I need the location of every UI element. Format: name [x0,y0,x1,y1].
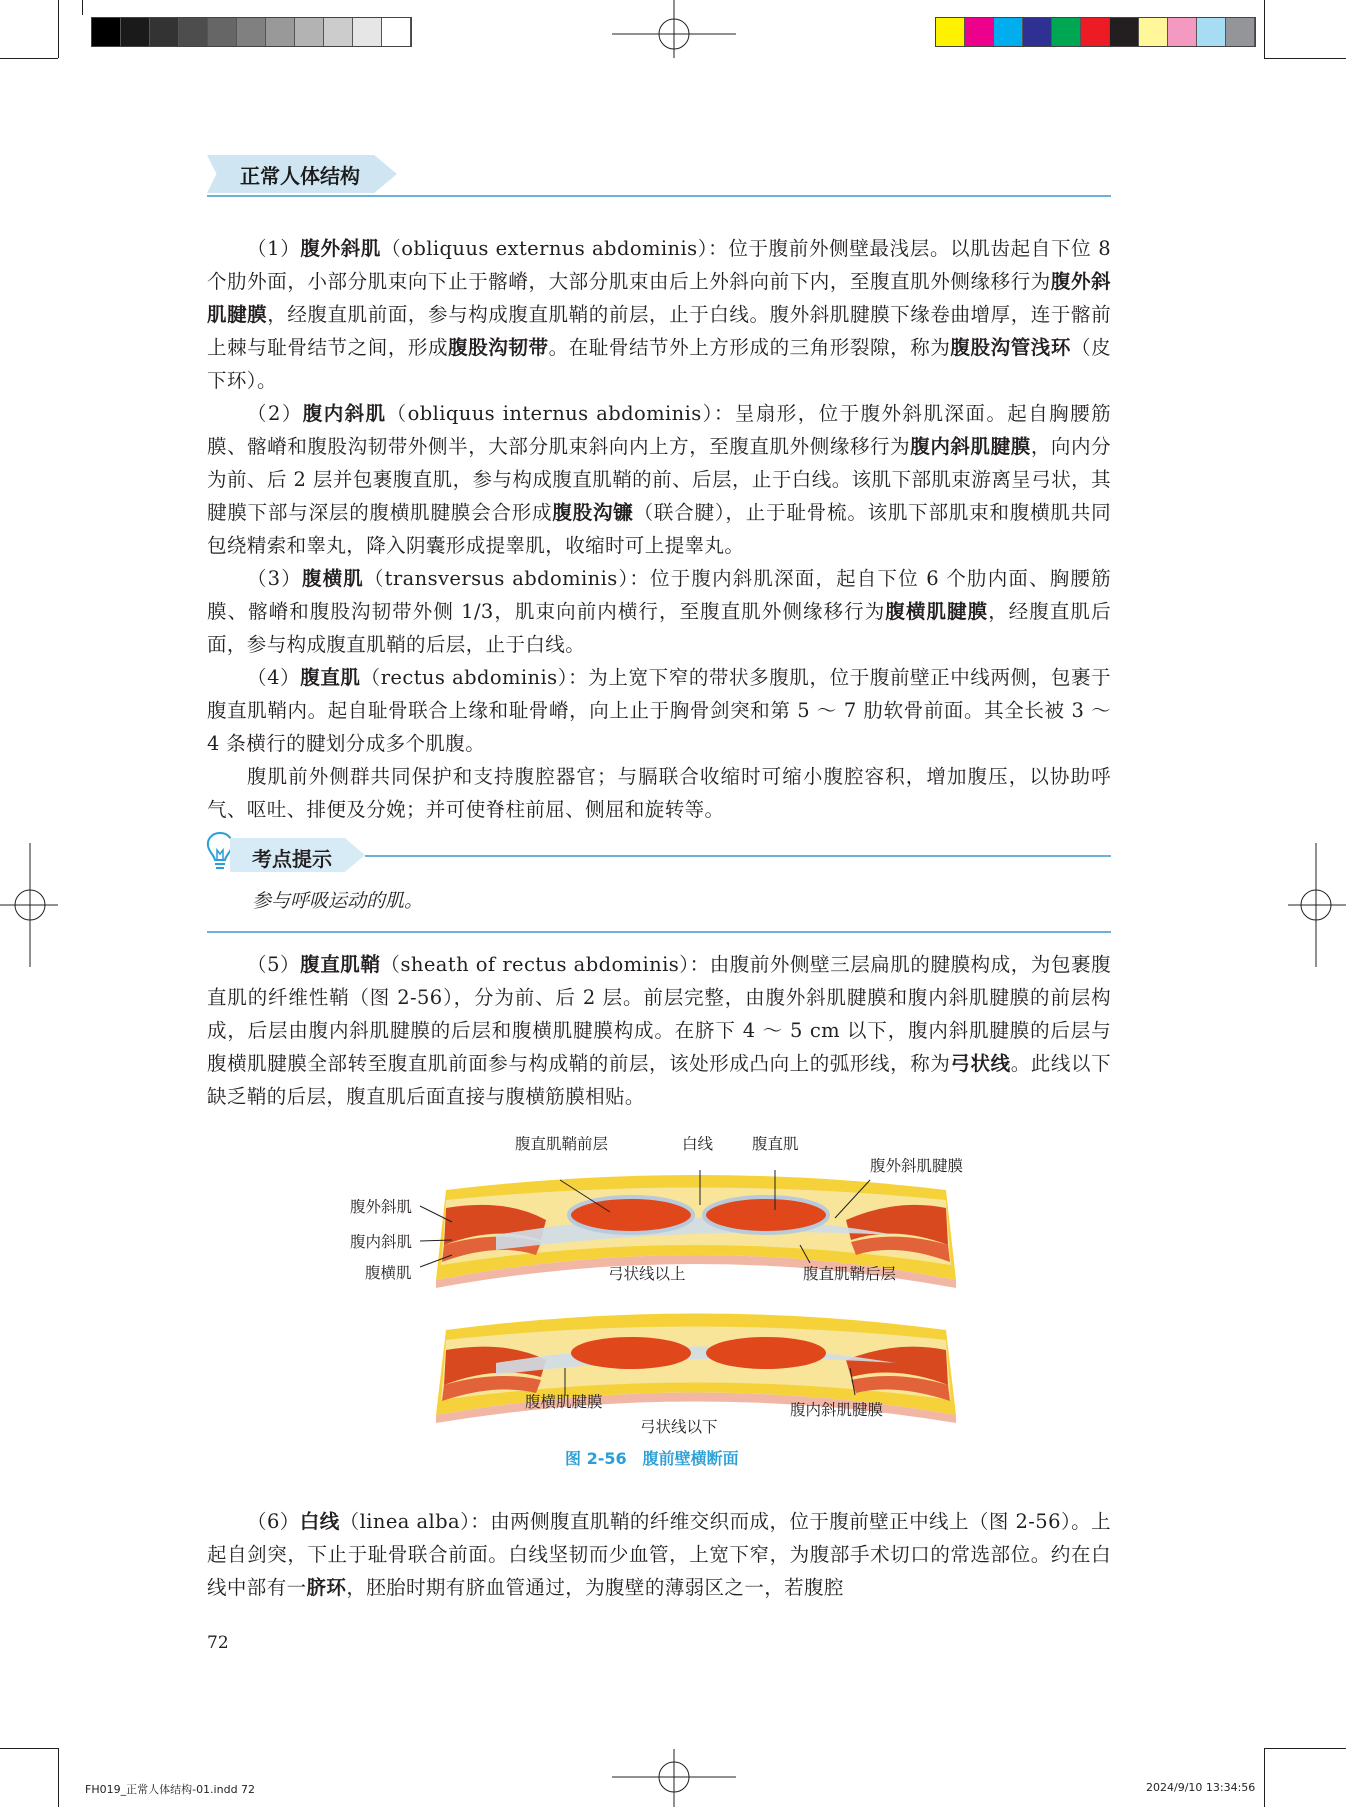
label-internal-aponeurosis: 腹内斜肌腱膜 [790,1401,884,1419]
tip-bottom-rule [207,931,1111,933]
label-external-aponeurosis: 腹外斜肌腱膜 [870,1157,964,1175]
crosshair-right-icon [1286,843,1346,967]
gray-color-bar [91,17,412,47]
gray-swatch [295,18,324,46]
label-internal-oblique: 腹内斜肌 [350,1233,413,1251]
gray-swatch [237,18,266,46]
footer-timestamp: 2024/9/10 13:34:56 [1146,1781,1256,1794]
tip-rule [365,855,1111,857]
label-below-arcuate: 弓状线以下 [640,1418,718,1436]
process-swatch [1110,18,1139,46]
paragraph: （5）腹直肌鞘（sheath of rectus abdominis）：由腹前外侧壁三层扁肌的腱膜构成，为包裹腹直肌的纤维性鞘（图 2-56），分为前、后 2 层。前层完整，由腹外斜肌腱膜和腹内斜肌腱膜的前层构成，后层由腹内斜肌腱膜的后层和腹横肌腱膜构成。在脐下 4 ～ 5 cm 以下，腹内斜肌腱膜的后层与腹横肌腱膜全部转至腹直肌前面参与构成鞘的前层，该处形成凸向上的弧形线，称为弓状线。此线以下缺乏鞘的后层，腹直肌后面直接与腹横筋膜相贴。 [207,953,1111,1108]
label-rectus-sheath-posterior: 腹直肌鞘后层 [803,1265,897,1283]
gray-swatch [121,18,150,46]
process-color-bar [935,17,1256,47]
paragraph: （1）腹外斜肌（obliquus externus abdominis）：位于腹前外侧壁最浅层。以肌齿起自下位 8 个肋外面，小部分肌束向下止于髂嵴，大部分肌束由后上外斜向前下内，至腹直肌外侧缘移行为腹外斜肌腱膜，经腹直肌前面，参与构成腹直肌鞘的前层，止于白线。腹外斜肌腱膜下缘卷曲增厚，连于髂前上棘与耻骨结节之间，形成腹股沟韧带。在耻骨结节外上方形成的三角形裂隙，称为腹股沟管浅环（皮下环）。 [207,237,1111,392]
gray-swatch [92,18,121,46]
process-swatch [1226,18,1255,46]
label-above-arcuate: 弓状线以上 [608,1265,686,1283]
process-swatch [965,18,994,46]
process-swatch [1197,18,1226,46]
paragraph: 腹肌前外侧群共同保护和支持腹腔器官；与膈联合收缩时可缩小腹腔容积，增加腹压，以协助呼气、呕吐、排便及分娩；并可使脊柱前屈、侧屈和旋转等。 [207,765,1111,821]
paragraph: （3）腹横肌（transversus abdominis）：位于腹内斜肌深面，起自下位 6 个肋内面、胸腰筋膜、髂嵴和腹股沟韧带外侧 1/3，肌束向前内横行，至腹直肌外侧缘移行为腹横肌腱膜，经腹直肌后面，参与构成腹直肌鞘的后层，止于白线。 [207,567,1111,656]
process-swatch [1081,18,1110,46]
figure-caption: 图 2-56 腹前壁横断面 [565,1449,739,1468]
label-linea-alba: 白线 [682,1135,714,1153]
gray-swatch [179,18,208,46]
chapter-title: 正常人体结构 [240,164,360,188]
paragraph: （6）白线（linea alba）：由两侧腹直肌鞘的纤维交织而成，位于腹前壁正中线上（图 2-56）。上起自剑突，下止于耻骨联合前面。白线坚韧而少血管，上宽下窄，为腹部手术切口的常选部位。约在白线中部有一脐环，胚胎时期有脐血管通过，为腹壁的薄弱区之一，若腹腔 [207,1510,1111,1599]
gray-swatch [382,18,411,46]
footer-filename: FH019_正常人体结构-01.indd 72 [85,1783,256,1796]
crosshair-top-icon [612,0,736,60]
label-transversus: 腹横肌 [365,1264,412,1282]
gray-swatch [324,18,353,46]
figure-leader-lines [400,1140,960,1430]
gray-swatch [208,18,237,46]
paragraph: （4）腹直肌（rectus abdominis）：为上宽下窄的带状多腹肌，位于腹前壁正中线两侧，包裹于腹直肌鞘内。起自耻骨联合上缘和耻骨嵴，向上止于胸骨剑突和第 5 ～ 7 肋软骨前面。其全长被 3 ～ 4 条横行的腱划分成多个肌腹。 [207,666,1111,755]
label-rectus: 腹直肌 [752,1135,799,1153]
label-rectus-sheath-anterior: 腹直肌鞘前层 [515,1135,609,1153]
tip-title: 考点提示 [252,847,332,871]
body-text-mid [207,948,1111,1113]
crosshair-bottom-icon [612,1747,736,1807]
gray-swatch [353,18,382,46]
label-external-oblique: 腹外斜肌 [350,1198,413,1216]
process-swatch [994,18,1023,46]
body-text-bottom [207,1505,1111,1604]
gray-swatch [150,18,179,46]
process-swatch [1168,18,1197,46]
tip-text: 参与呼吸运动的肌。 [252,890,424,912]
label-transversus-aponeurosis: 腹横肌腱膜 [525,1393,603,1411]
process-swatch [1139,18,1168,46]
page-number: 72 [207,1633,229,1653]
paragraph: （2）腹内斜肌（obliquus internus abdominis）：呈扇形，位于腹外斜肌深面。起自胸腰筋膜、髂嵴和腹股沟韧带外侧半，大部分肌束斜向内上方，至腹直肌外侧缘移行为腹内斜肌腱膜，向内分为前、后 2 层并包裹腹直肌，参与构成腹直肌鞘的前、后层，止于白线。该肌下部肌束游离呈弓状，其腱膜下部与深层的腹横肌腱膜会合形成腹股沟镰（联合腱），止于耻骨梳。该肌下部肌束和腹横肌共同包绕精索和睾丸，降入阴囊形成提睾肌，收缩时可上提睾丸。 [207,402,1111,557]
process-swatch [1023,18,1052,46]
process-swatch [1052,18,1081,46]
process-swatch [936,18,965,46]
body-text-top [207,232,1111,826]
gray-swatch [266,18,295,46]
header-rule [207,195,1111,197]
crosshair-left-icon [0,843,60,967]
